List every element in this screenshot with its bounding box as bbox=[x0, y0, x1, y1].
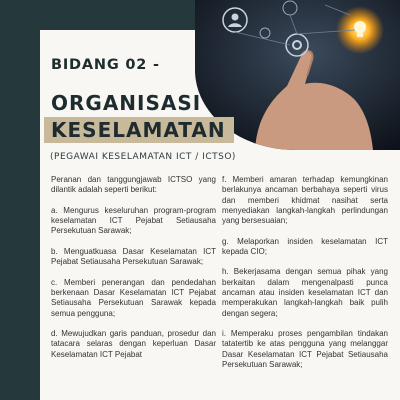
paragraph: Peranan dan tanggungjawab ICTSO yang dilantik adalah seperti berikut: bbox=[51, 175, 216, 195]
right-column bbox=[222, 175, 388, 381]
page-title-line1: ORGANISASI bbox=[51, 91, 202, 115]
paragraph: a. Mengurus keseluruhan program-program keselamatan ICT Pejabat Setiausaha Persekutuan Sarawak; bbox=[51, 205, 216, 236]
paragraph: i. Memperaku proses pengambilan tindakan tatatertib ke atas pengguna yang melanggar Dasar Keselamatan ICT Pejabat Setiausaha Persekutuan Sarawak; bbox=[222, 329, 388, 370]
section-label: BIDANG 02 - bbox=[51, 57, 160, 73]
left-dark-band bbox=[0, 0, 40, 400]
paragraph: d. Mewujudkan garis panduan, prosedur dan tatacara selaras dengan keperluan Dasar Keselamatan ICT Pejabat bbox=[51, 329, 216, 359]
page-title-line2: KESELAMATAN bbox=[51, 118, 226, 142]
paragraph: g. Melaporkan insiden keselamatan ICT kepada CIO; bbox=[222, 236, 388, 256]
paragraph: h. Bekerjasama dengan semua pihak yang berkaitan dalam mengenalpasti punca ancaman atau insiden keselamatan ICT dan memperakukan langkah-langkah baik pulih dengan segera; bbox=[222, 267, 388, 318]
paragraph: c. Memberi penerangan dan pendedahan berkenaan Dasar Keselamatan ICT Pejabat Setiausaha Persekutuan Sarawak kepada semua pengguna; bbox=[51, 277, 216, 318]
page-subtitle: (PEGAWAI KESELAMATAN ICT / ICTSO) bbox=[50, 152, 236, 162]
paragraph: b. Menguatkuasa Dasar Keselamatan ICT Pejabat Setiausaha Persekutuan Sarawak; bbox=[51, 246, 216, 267]
paragraph: f. Memberi amaran terhadap kemungkinan berlakunya ancaman berbahaya seperti virus dan memberi khidmat nasihat serta menyediakan langkah-langkah perlindungan yang bersesuaian; bbox=[222, 175, 388, 226]
left-column bbox=[51, 175, 216, 370]
